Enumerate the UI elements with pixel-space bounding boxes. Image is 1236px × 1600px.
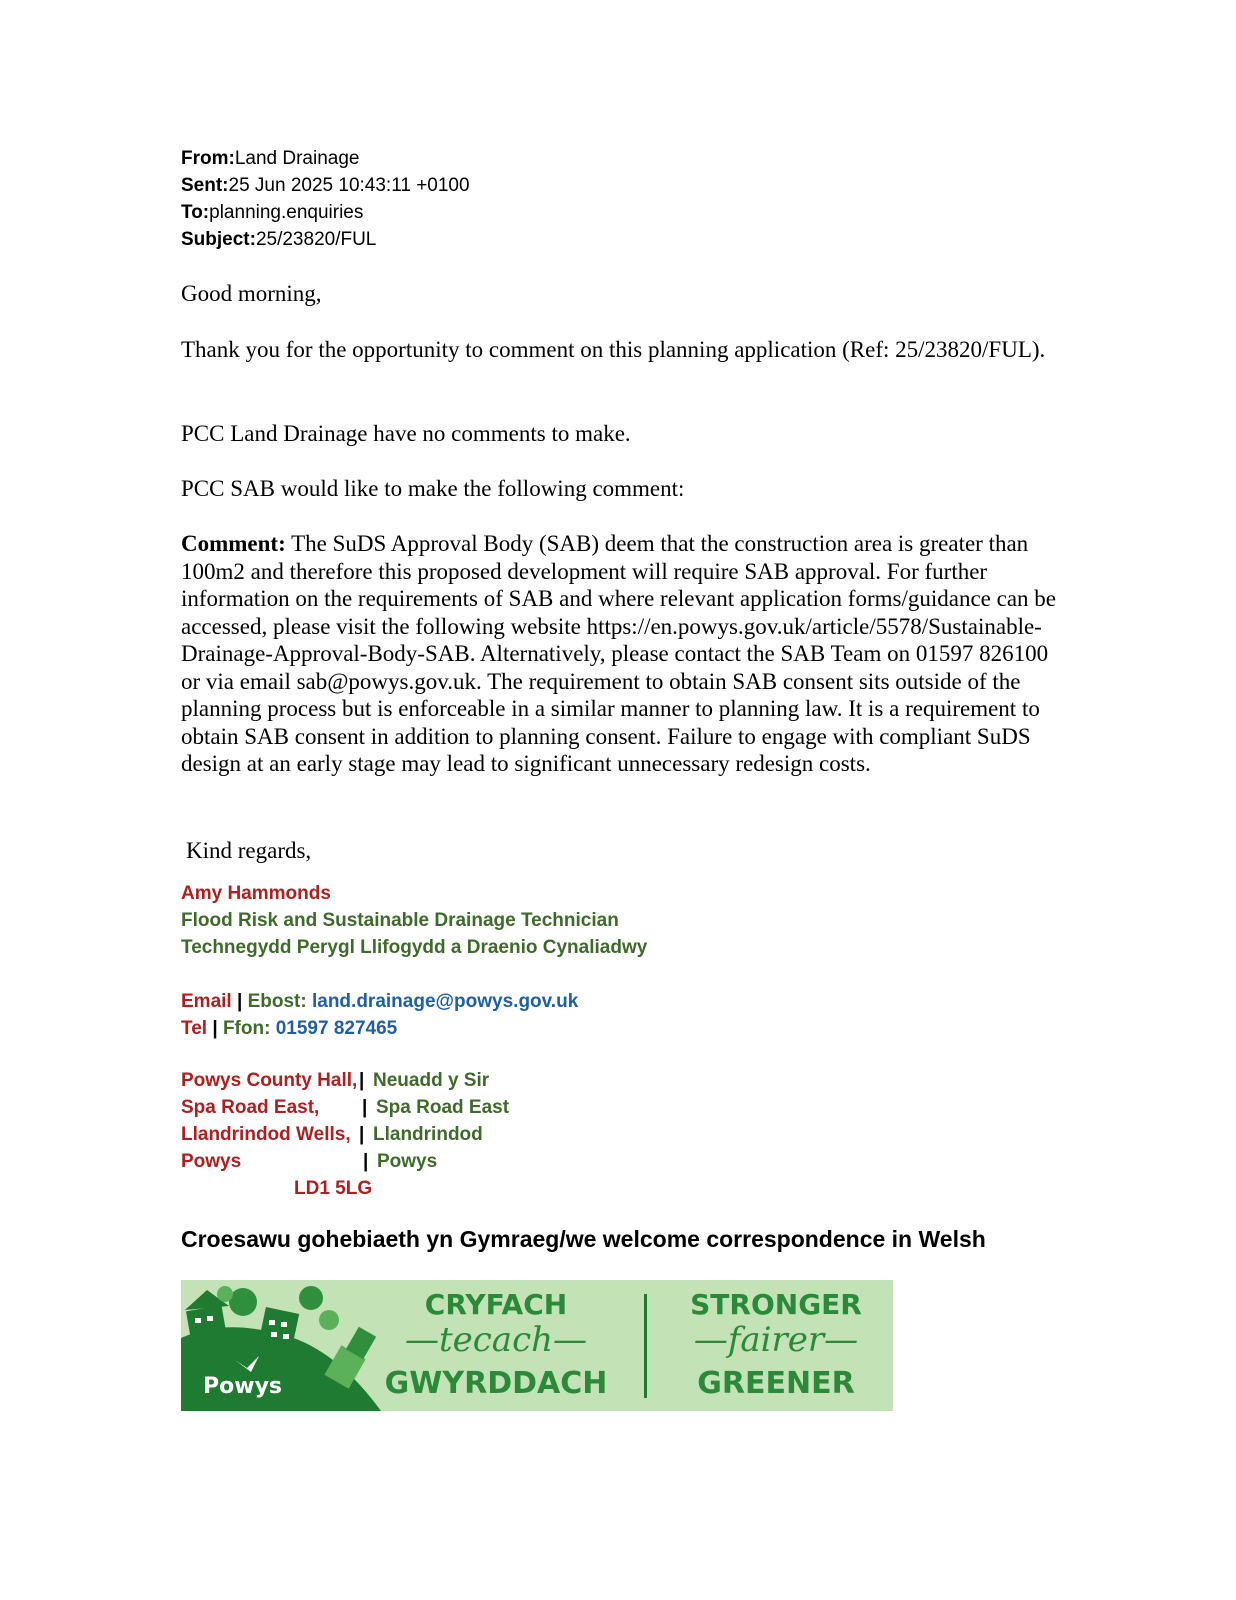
signature-title-cy: Technegydd Perygl Llifogydd a Draenio Cynaliadwy [181, 937, 648, 958]
from-label: From: [181, 148, 235, 169]
address-cy-line: Powys [377, 1151, 438, 1172]
email-line [181, 988, 647, 1015]
postcode: LD1 5LG [294, 1178, 373, 1199]
address-en-line: Powys [181, 1151, 242, 1172]
banner-en-word: fairer [727, 1320, 825, 1360]
address-cy-line: Llandrindod [373, 1124, 483, 1145]
sent-value: 25 Jun 2025 10:43:11 +0100 [228, 175, 470, 196]
tel-label-cy: Ffon: [222, 1018, 271, 1039]
separator: | [363, 1151, 369, 1172]
banner-cy-line2: —tecach— [404, 1320, 588, 1360]
tel-line [181, 1015, 647, 1042]
banner-en-line1: STRONGER [690, 1288, 862, 1321]
tel-link[interactable]: 01597 827465 [275, 1018, 398, 1039]
address-cy-line: Neuadd y Sir [373, 1070, 490, 1091]
tel-label: Tel [181, 1018, 208, 1039]
comment-label: Comment: [181, 531, 286, 556]
separator: | [212, 1018, 218, 1039]
signature-name: Amy Hammonds [181, 883, 331, 904]
powys-logo-text: Powys [203, 1374, 282, 1399]
address-en-line: Powys County Hall, [181, 1070, 358, 1091]
separator: | [359, 1124, 365, 1145]
banner-en-line3: GREENER [697, 1366, 855, 1401]
email-label-cy: Ebost: [247, 991, 307, 1012]
address-en-line: Llandrindod Wells, [181, 1124, 351, 1145]
sent-line [181, 172, 470, 199]
email-header [181, 145, 470, 253]
subject-line [181, 226, 470, 253]
welsh-correspondence-notice: Croesawu gohebiaeth yn Gymraeg/we welcome correspondence in Welsh [181, 1226, 986, 1252]
comment-paragraph [181, 530, 1061, 778]
subject-value: 25/23820/FUL [255, 229, 377, 250]
banner-cy-word: tecach [438, 1320, 554, 1360]
email-link[interactable]: land.drainage@powys.gov.uk [311, 991, 579, 1012]
thanks-paragraph: Thank you for the opportunity to comment on this planning application (Ref: 25/23820/FUL). [181, 337, 1046, 362]
to-line [181, 199, 470, 226]
address-cy-line: Spa Road East [376, 1097, 510, 1118]
greeting: Good morning, [181, 281, 322, 306]
powys-banner [181, 1280, 893, 1411]
subject-label: Subject: [181, 229, 256, 250]
separator: | [236, 991, 243, 1012]
email-label: Email [181, 991, 232, 1012]
separator: | [359, 1070, 365, 1091]
signature-title-en: Flood Risk and Sustainable Drainage Technician [181, 910, 619, 931]
from-value: Land Drainage [234, 148, 360, 169]
separator: | [362, 1097, 368, 1118]
land-drainage-paragraph: PCC Land Drainage have no comments to make. [181, 421, 631, 446]
comment-text: The SuDS Approval Body (SAB) deem that the construction area is greater than 100m2 and therefore this proposed development will require SAB approval. For further information on the requirements of SAB and where relevant application forms/guidance can be accessed, please visit the following website https://en.powys.gov.uk/article/5578/Sustainable-Drainage-Approval-Body-SAB. Alternatively, please contact the SAB Team on 01597 826100 or via email sab@powys.gov.uk. The requirement to obtain SAB consent sits outside of the planning process but is enforceable in a similar manner to planning law. It is a requirement to obtain SAB consent in addition to planning consent. Failure to engage with compliant SuDS design at an early stage may lead to significant unnecessary redesign costs. [181, 531, 1056, 776]
banner-cy-line1: CRYFACH [424, 1288, 568, 1321]
sab-intro-paragraph: PCC SAB would like to make the following comment: [181, 476, 685, 501]
to-label: To: [181, 202, 210, 223]
closing-regards: Kind regards, [186, 838, 312, 863]
signature-block [181, 880, 647, 1042]
address-en-line: Spa Road East, [181, 1097, 320, 1118]
banner-cy-line3: GWYRDDACH [384, 1366, 608, 1401]
to-value: planning.enquiries [209, 202, 364, 223]
banner-en-line2: —fairer— [693, 1320, 859, 1360]
sent-label: Sent: [181, 175, 229, 196]
from-line [181, 145, 470, 172]
